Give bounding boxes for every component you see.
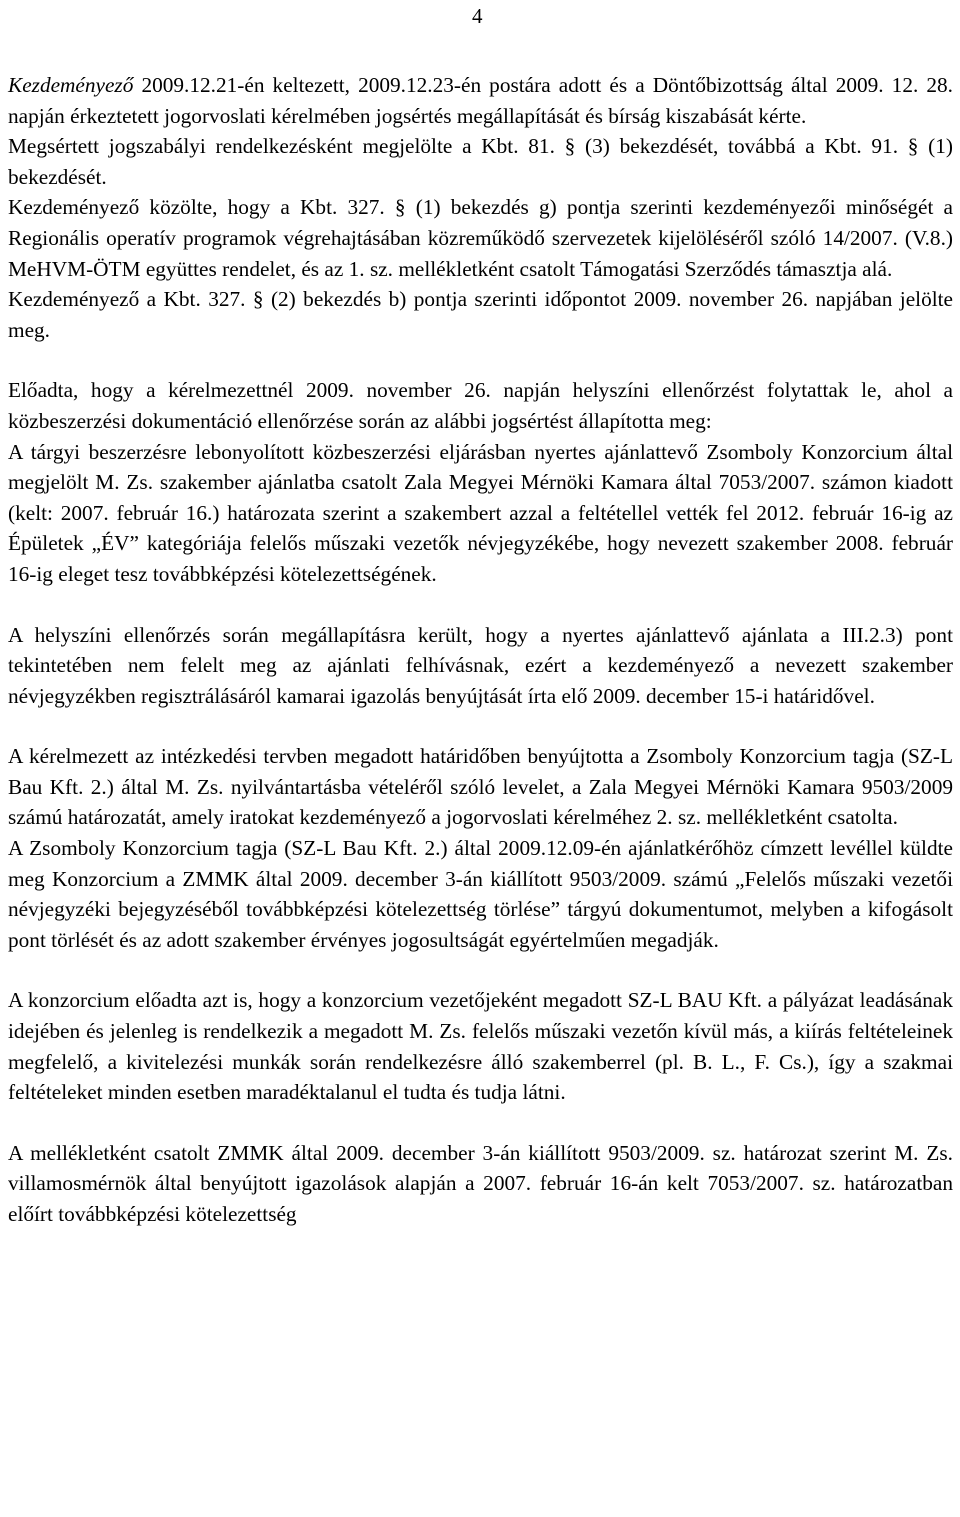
paragraph-gap	[8, 1108, 953, 1138]
paragraph-gap	[8, 955, 953, 985]
paragraph-inspection: Előadta, hogy a kérelmezettnél 2009. november 26. napján helyszíni ellenőrzést folytattak le, ahol a közbeszerzési dokumentáció ellenőrzése során az alábbi jogsértést állapította meg:	[8, 378, 953, 433]
paragraph-request-text: 2009.12.21-én keltezett, 2009.12.23-én postára adott és a Döntőbizottság által 2009. 12. 28. napján érkeztetett jogorvoslati kérelmében jogsértés megállapítását és bírság kiszabását kérte.	[8, 73, 953, 128]
paragraph-gap	[8, 711, 953, 741]
paragraph-violated-provisions: Megsértett jogszabályi rendelkezésként megjelölte a Kbt. 81. § (3) bekezdését, továbbá a Kbt. 91. § (1) bekezdését.	[8, 134, 953, 189]
paragraph-date-of-knowledge: Kezdeményező a Kbt. 327. § (2) bekezdés b) pontja szerinti időpontot 2009. november 26. napjában jelölte meg.	[8, 287, 953, 342]
paragraph-consortium-statement: A konzorcium előadta azt is, hogy a konzorcium vezetőjeként megadott SZ-L BAU Kft. a pályázat leadásának idejében és jelenleg is rendelkezik a megadott M. Zs. felelős műszaki vezetőn kívül más, a kiírás feltételeinek megfelelő, a kivitelezési munkák során rendelkezésre álló szakemberrel (pl. B. L., F. Cs.), így a szakmai feltételeket minden esetben maradéktalanul el tudta és tudja látni.	[8, 988, 953, 1105]
paragraph-initiator-status: Kezdeményező közölte, hogy a Kbt. 327. § (1) bekezdés g) pontja szerinti kezdeményezői minőségét a Regionális operatív programok végrehajtásában közreműködő szervezetek kijelöléséről szóló 14/2007. (V.8.) MeHVM-ÖTM együttes rendelet, és az 1. sz. mellékletként csatolt Támogatási Szerződés támasztja alá.	[8, 195, 953, 281]
page-number: 4	[472, 4, 483, 28]
paragraph-gap	[8, 590, 953, 620]
initiator-label: Kezdeményező	[8, 73, 134, 97]
paragraph-violation-detail: A tárgyi beszerzésre lebonyolított közbeszerzési eljárásban nyertes ajánlattevő Zsomboly Konzorcium által megjelölt M. Zs. szakember ajánlatba csatolt Zala Megyei Mérnöki Kamara által 7053/2007. számon kiadott (kelt: 2007. február 16.) határozata szerint a szakembert azzal a feltétellel vették fel 2012. február 16-ig az Épületek „ÉV” kategóriája felelős műszaki vezetők névjegyzékébe, hogy nevezett szakember 2008. február 16-ig eleget tesz továbbképzési kötelezettségének.	[8, 439, 953, 586]
document-body	[8, 70, 953, 1230]
paragraph-submission: A kérelmezett az intézkedési tervben megadott határidőben benyújtotta a Zsomboly Konzorcium tagja (SZ-L Bau Kft. 2.) által M. Zs. nyilvántartásba vételéről szóló levelet, a Zala Megyei Mérnöki Kamara 9503/2009 számú határozatát, amely iratokat kezdeményező a jogorvoslati kérelméhez 2. sz. mellékletként csatolta.	[8, 744, 953, 830]
paragraph-gap	[8, 345, 953, 375]
paragraph-request	[8, 70, 953, 131]
paragraph-inspection-finding: A helyszíni ellenőrzés során megállapításra került, hogy a nyertes ajánlattevő ajánlata a III.2.3) pont tekintetében nem felelt meg az ajánlati felhívásnak, ezért a kezdeményező a nevezett szakember névjegyzékben regisztrálásáról kamarai igazolás benyújtását írta elő 2009. december 15-i határidővel.	[8, 622, 953, 708]
paragraph-consortium-letter: A Zsomboly Konzorcium tagja (SZ-L Bau Kft. 2.) által 2009.12.09-én ajánlatkérőhöz címzett levéllel küldte meg Konzorcium a ZMMK által 2009. december 3-án kiállított 9503/2009. számú „Felelős műszaki vezetői névjegyzéki bejegyzéséből továbbképzési kötelezettség törlése” tárgyú dokumentumot, melyben a kifogásolt pont törlését és az adott szakember érvényes jogosultságát egyértelműen megadják.	[8, 836, 953, 952]
paragraph-attached-resolution: A mellékletként csatolt ZMMK által 2009. december 3-án kiállított 9503/2009. sz. határozat szerint M. Zs. villamosmérnök által benyújtott igazolások alapján a 2007. február 16-án kelt 7053/2007. sz. határozatban előírt továbbképzési kötelezettség	[8, 1140, 953, 1226]
